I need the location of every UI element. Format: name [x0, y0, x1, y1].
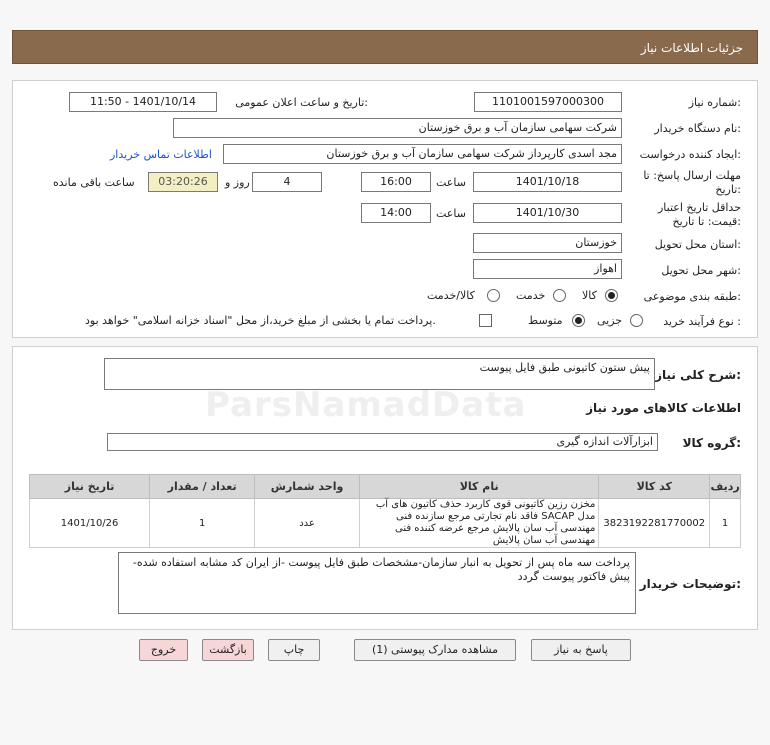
exit-button[interactable]: خروج: [139, 639, 188, 661]
cell-item-code: 3823192281770002: [599, 499, 710, 548]
cell-quantity: 1: [150, 499, 255, 548]
cell-unit: عدد: [255, 499, 360, 548]
city-label: شهر محل تحویل:: [661, 264, 741, 277]
validity-label-2: قیمت: تا تاریخ:: [672, 215, 741, 228]
col-quantity: تعداد / مقدار: [150, 475, 255, 499]
process-radio-partial[interactable]: [630, 314, 643, 327]
creator-field: مجد اسدی کارپرداز شرکت سهامی سازمان آب و برق خوزستان: [223, 144, 622, 164]
summary-label: شرح کلی نیاز:: [655, 368, 741, 382]
category-radio-both[interactable]: [487, 289, 500, 302]
items-table: [29, 474, 741, 548]
cell-item-name: مخزن رزین کاتیونی قوی کاربرد حذف کاتیون های آب مدل SACAP فاقد نام تجارتی مرجع سازنده فنی مهندسی آب سان پالایش مرجع عرضه کننده فنی مهندسی آب سان پالایش: [360, 499, 599, 548]
cell-need-date: 1401/10/26: [30, 499, 150, 548]
summary-field: پیش ستون کاتیونی طبق فایل پیوست: [104, 358, 655, 390]
province-field: خوزستان: [473, 233, 622, 253]
days-label: روز و: [225, 176, 250, 189]
need-number-field: 1101001597000300: [474, 92, 622, 112]
payment-note: پرداخت تمام یا بخشی از مبلغ خرید،از محل "اسناد خزانه اسلامی" خواهد بود.: [85, 314, 436, 327]
remaining-label: ساعت باقی مانده: [53, 176, 135, 189]
validity-time-field: 14:00: [361, 203, 431, 223]
days-field: 4: [252, 172, 322, 192]
deadline-time-field: 16:00: [361, 172, 431, 192]
province-label: استان محل تحویل:: [654, 238, 741, 251]
group-field: ابزارآلات اندازه گیری: [107, 433, 658, 451]
cell-row: 1: [710, 499, 741, 548]
goods-info-title: اطلاعات کالاهای مورد نیاز: [586, 401, 741, 415]
validity-time-label: ساعت: [436, 207, 466, 220]
reply-button[interactable]: پاسخ به نیاز: [531, 639, 631, 661]
deadline-time-label: ساعت: [436, 176, 466, 189]
category-option-service: خدمت: [516, 289, 546, 302]
city-field: اهواز: [473, 259, 622, 279]
process-label: نوع فرآیند خرید :: [663, 315, 741, 328]
group-label: گروه کالا:: [682, 436, 741, 450]
validity-date-field: 1401/10/30: [473, 203, 622, 223]
remaining-time-field: 03:20:26: [148, 172, 218, 192]
table-row: [30, 499, 741, 548]
col-item-name: نام کالا: [360, 475, 599, 499]
back-button[interactable]: بازگشت: [202, 639, 254, 661]
need-number-label: شماره نیاز:: [688, 96, 741, 109]
deadline-label-2: تاریخ:: [715, 183, 741, 196]
deadline-label: مهلت ارسال پاسخ: تا: [643, 169, 741, 182]
col-item-code: کد کالا: [599, 475, 710, 499]
col-unit: واحد شمارش: [255, 475, 360, 499]
attachments-button[interactable]: مشاهده مدارک پیوستی (1): [354, 639, 516, 661]
table-header-row: [30, 475, 741, 499]
validity-label: حداقل تاریخ اعتبار: [657, 201, 741, 214]
announce-label: تاریخ و ساعت اعلان عمومی:: [235, 96, 368, 109]
deadline-date-field: 1401/10/18: [473, 172, 622, 192]
creator-label: ایجاد کننده درخواست:: [639, 148, 741, 161]
process-option-partial: جزیی: [597, 314, 623, 327]
col-need-date: تاریخ نیاز: [30, 475, 150, 499]
category-option-goods: کالا: [582, 289, 597, 302]
contact-buyer-link[interactable]: اطلاعات تماس خریدار: [110, 148, 212, 161]
page-title: جزئیات اطلاعات نیاز: [640, 41, 743, 55]
category-label: طبقه بندی موضوعی:: [643, 290, 741, 303]
header-bar: [12, 30, 758, 64]
process-option-medium: متوسط: [528, 314, 563, 327]
notes-field: پرداخت سه ماه پس از تحویل به انبار سازمان-مشخصات طبق فایل پیوست -از ایران کد مشابه استفاده شده-پیش فاکتور پیوست گردد: [118, 552, 636, 614]
buyer-org-label: نام دستگاه خریدار:: [654, 122, 741, 135]
category-radio-goods[interactable]: [605, 289, 618, 302]
category-radio-service[interactable]: [553, 289, 566, 302]
notes-label: توضیحات خریدار:: [639, 577, 741, 591]
process-radio-medium[interactable]: [572, 314, 585, 327]
payment-checkbox[interactable]: [479, 314, 492, 327]
category-option-both: کالا/خدمت: [427, 289, 475, 302]
col-row: ردیف: [710, 475, 741, 499]
print-button[interactable]: چاپ: [268, 639, 320, 661]
announce-field: 1401/10/14 - 11:50: [69, 92, 217, 112]
buyer-org-field: شرکت سهامی سازمان آب و برق خوزستان: [173, 118, 622, 138]
